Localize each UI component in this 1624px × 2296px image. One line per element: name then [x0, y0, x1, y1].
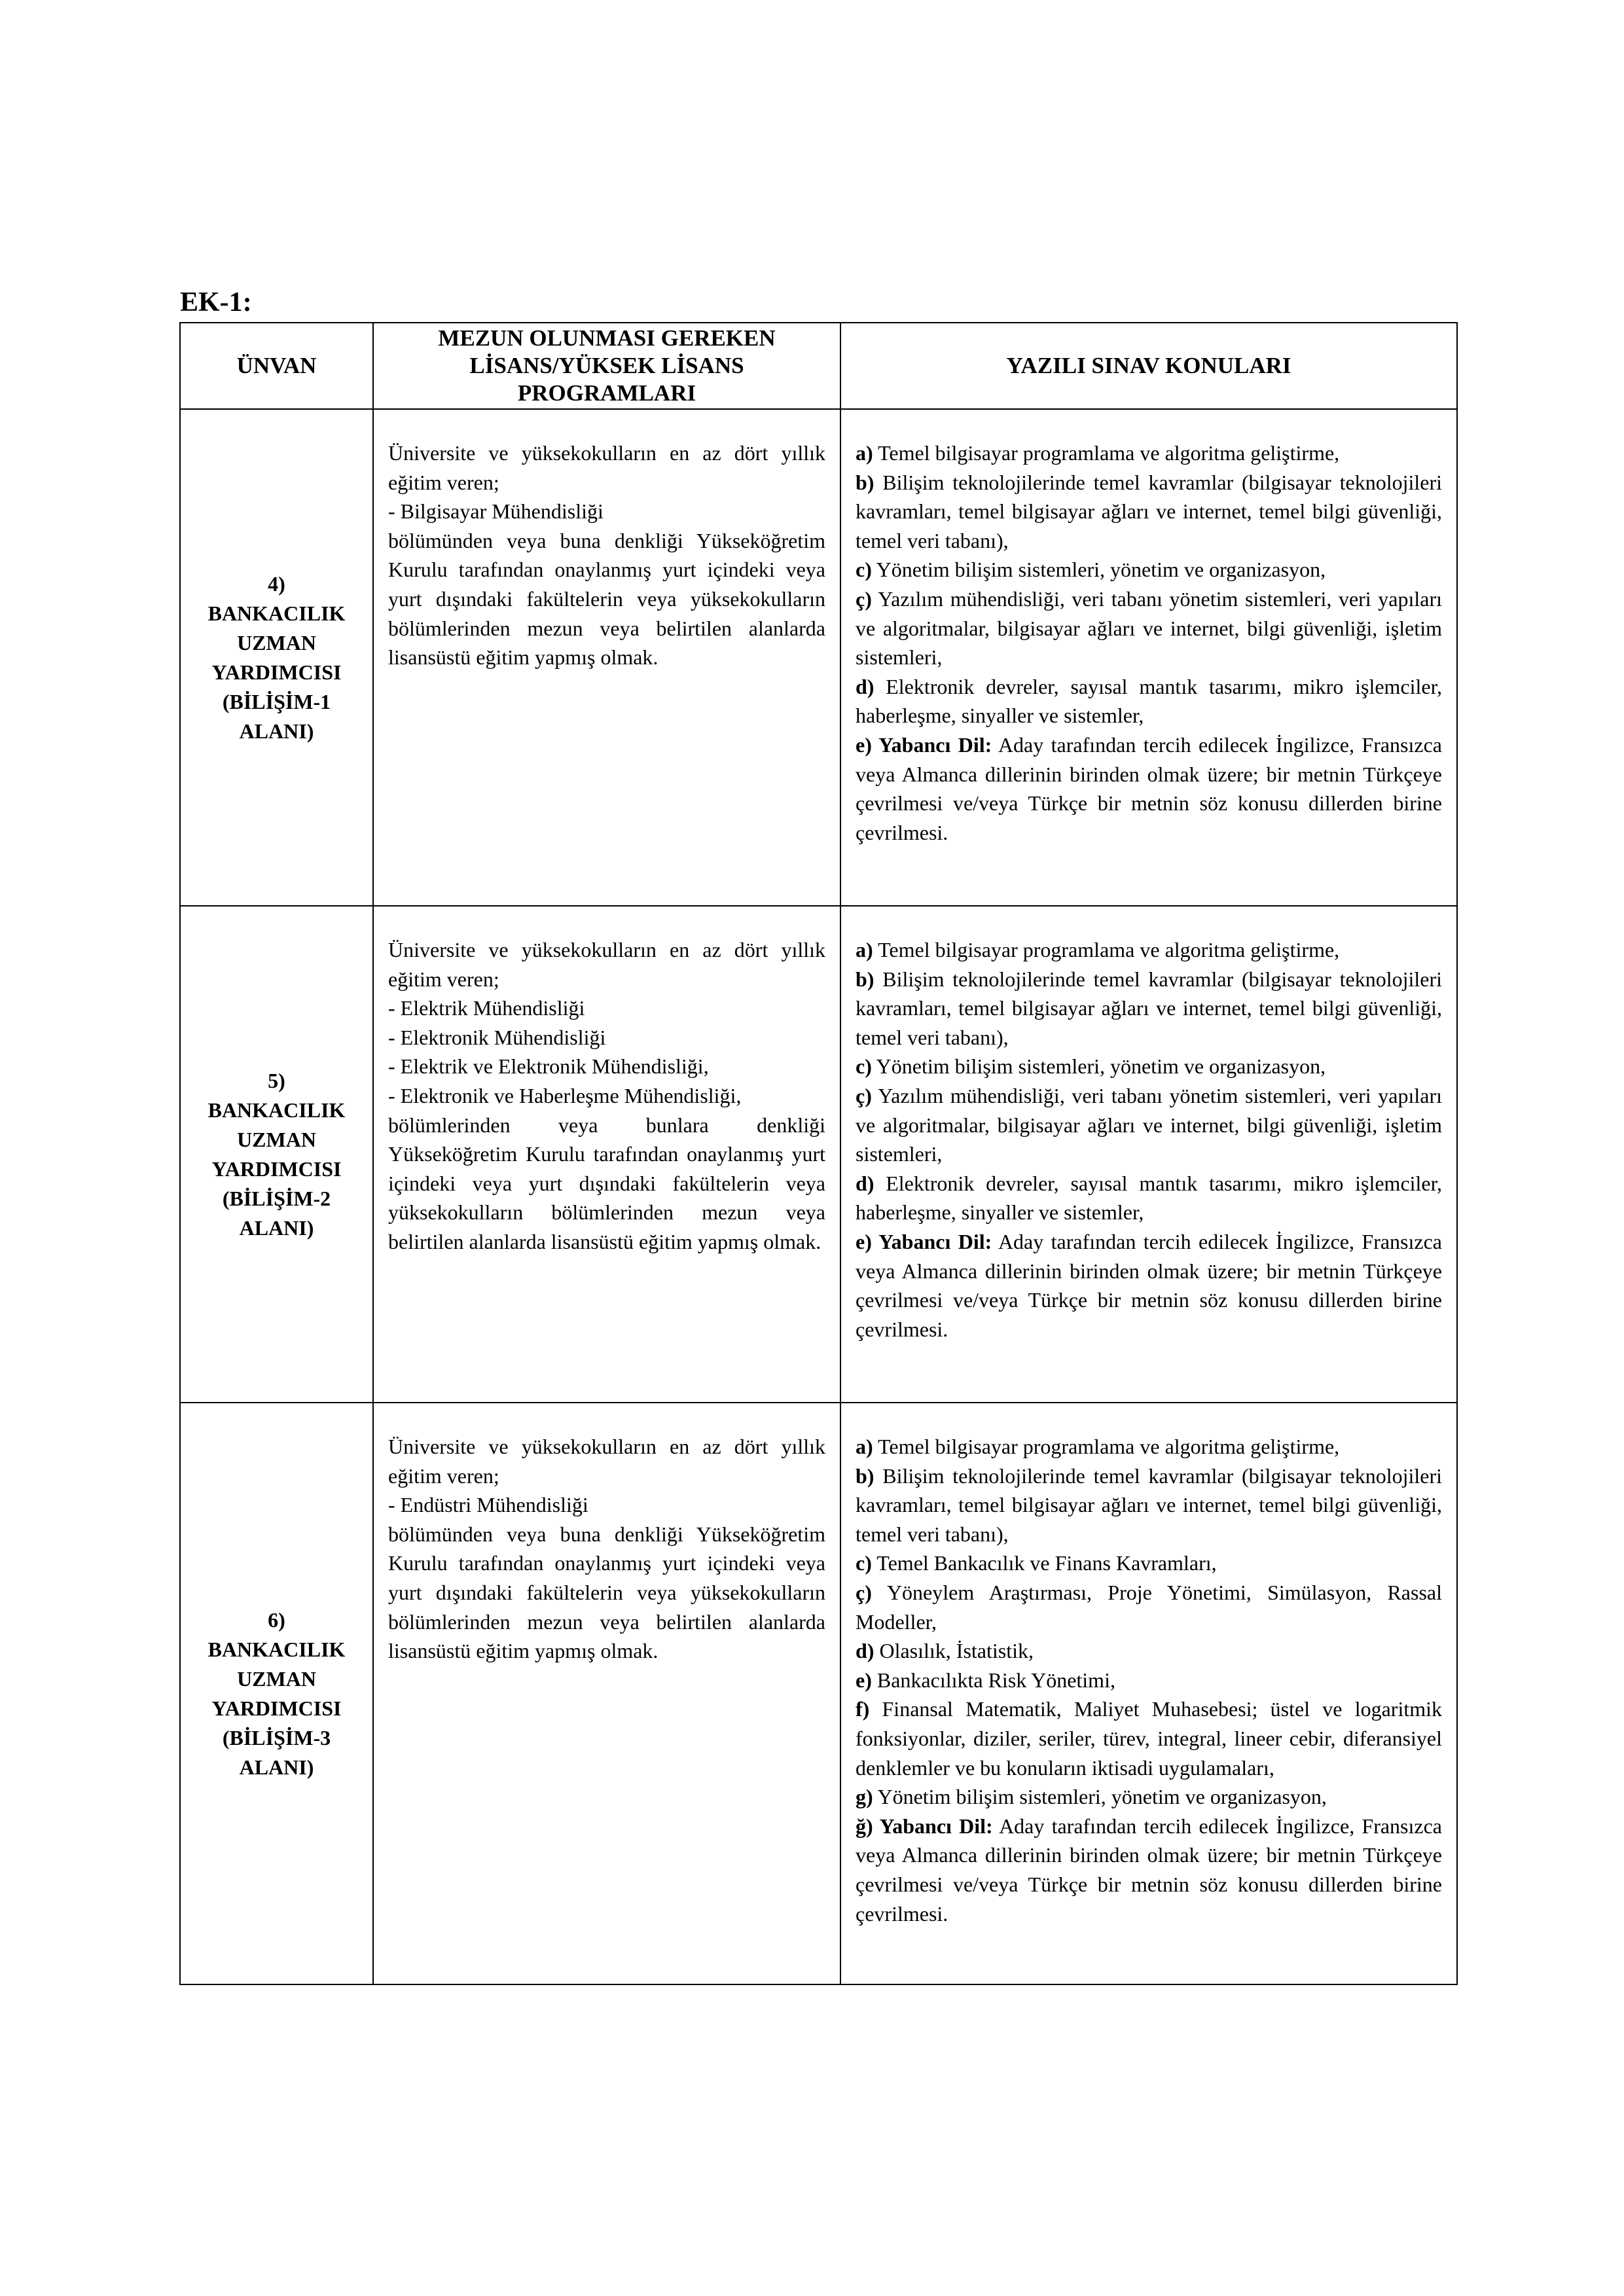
exam-topic: [856, 439, 1442, 468]
column-header-topics: YAZILI SINAV KONULARI: [840, 323, 1457, 409]
unvan-line: YARDIMCISI: [211, 1157, 342, 1181]
exam-topic-text: Yönetim bilişim sistemleri, yönetim ve organizasyon,: [871, 558, 1326, 582]
unvan-cell: [180, 409, 373, 906]
unvan-line: UZMAN: [237, 1666, 316, 1691]
required-program: - Elektrik ve Elektronik Mühendisliği,: [388, 1054, 709, 1079]
required-program: - Elektronik Mühendisliği: [388, 1025, 606, 1049]
unvan-cell: [180, 906, 373, 1403]
required-program: - Elektronik ve Haberleşme Mühendisliği,: [388, 1083, 742, 1107]
exam-topic-text: Olasılık, İstatistik,: [874, 1639, 1034, 1663]
unvan-line: ALANI): [239, 1215, 314, 1240]
exam-topic: [856, 1432, 1442, 1462]
exam-topic-label: b): [856, 967, 875, 991]
exam-topic-text: Yöneylem Araştırması, Proje Yönetimi, Simülasyon, Rassal Modeller,: [856, 1580, 1442, 1634]
unvan-line: 6): [268, 1607, 285, 1632]
exam-topic-text: Aday tarafından tercih edilecek İngilizce, Fransızca veya Almanca dillerinin birinden olmak üzere; bir metnin Türkçeye çevrilmesi ve/veya Türkçe bir metnin söz konusu dillerden birine çevrilmesi.: [856, 1229, 1443, 1341]
exam-topic-text: Yazılım mühendisliği, veri tabanı yönetim sistemleri, veri yapıları ve algoritmalar, bilgisayar ağları ve internet, bilgi güvenliği, işletim sistemleri,: [856, 1083, 1442, 1166]
exam-topic-label: d): [856, 1639, 875, 1663]
program-requirements-cell: [373, 1403, 840, 1984]
exam-topic: [856, 935, 1442, 965]
exam-topic-label: e): [856, 1668, 872, 1692]
exam-topic-text: Temel Bankacılık ve Finans Kavramları,: [871, 1551, 1217, 1575]
exam-topics-cell: [840, 906, 1457, 1403]
exam-topic-label: ç): [856, 1083, 872, 1107]
exam-topic-label: e) Yabancı Dil:: [856, 1229, 992, 1253]
required-program: - Endüstri Mühendisliği: [388, 1493, 588, 1517]
exam-topic-label: a): [856, 441, 873, 465]
column-header-programs-line: PROGRAMLARI: [517, 380, 696, 406]
unvan-line: (BİLİŞİM-3: [222, 1725, 331, 1749]
program-requirements-cell: [373, 906, 840, 1403]
exam-topic-text: Temel bilgisayar programlama ve algoritma geliştirme,: [873, 1435, 1340, 1458]
unvan-line: UZMAN: [237, 1127, 316, 1151]
exam-topic-label: a): [856, 1435, 873, 1458]
exam-topic-text: Aday tarafından tercih edilecek İngilizce, Fransızca veya Almanca dillerinin birinden olmak üzere; bir metnin Türkçeye çevrilmesi ve/veya Türkçe bir metnin söz konusu dillerden birine çevrilmesi.: [856, 732, 1443, 844]
exam-topic: [856, 468, 1442, 556]
unvan-line: (BİLİŞİM-1: [222, 689, 331, 713]
exam-topic-label: c): [856, 1054, 872, 1079]
exam-topic: [856, 1812, 1442, 1928]
table-header-row: [180, 323, 1457, 409]
exam-topic-text: Yönetim bilişim sistemleri, yönetim ve organizasyon,: [871, 1054, 1326, 1079]
program-requirements-cell: [373, 409, 840, 906]
column-header-programs-line: LİSANS/YÜKSEK LİSANS: [469, 353, 744, 378]
exam-topic-label: g): [856, 1785, 873, 1809]
exam-topics-cell: [840, 1403, 1457, 1984]
exam-topic-label: a): [856, 938, 873, 961]
requirements-table: [179, 322, 1458, 1985]
table-row: [180, 1403, 1457, 1984]
required-program: - Bilgisayar Mühendisliği: [388, 499, 604, 524]
column-header-unvan: ÜNVAN: [180, 323, 373, 409]
table-row: [180, 409, 1457, 906]
column-header-programs-line: MEZUN OLUNMASI GEREKEN: [438, 325, 776, 351]
unvan-line: BANKACILIK: [208, 601, 346, 625]
exam-topic: [856, 1227, 1442, 1344]
unvan-line: (BİLİŞİM-2: [222, 1186, 331, 1210]
exam-topic: [856, 672, 1442, 730]
exam-topic-label: ğ) Yabancı Dil:: [856, 1814, 993, 1838]
exam-topic-label: d): [856, 674, 875, 698]
exam-topic-label: ç): [856, 586, 872, 611]
exam-topic-label: b): [856, 1463, 875, 1488]
exam-topic: [856, 1462, 1442, 1549]
requirement-outro: bölümünden veya buna denkliği Yükseköğretim Kurulu tarafından onaylanmış yurt içindeki veya yurt dışındaki fakültelerin veya yüksekokulların bölümlerinden mezun veya belirtilen alanlarda lisansüstü eğitim yapmış olmak.: [388, 1522, 825, 1663]
unvan-cell: [180, 1403, 373, 1984]
unvan-line: UZMAN: [237, 630, 316, 655]
exam-topic-label: e) Yabancı Dil:: [856, 732, 992, 757]
unvan-line: ALANI): [239, 719, 314, 743]
exam-topic-text: Bankacılıkta Risk Yönetimi,: [871, 1668, 1115, 1692]
exam-topic-text: Elektronik devreler, sayısal mantık tasarımı, mikro işlemciler, haberleşme, sinyaller ve sistemler,: [856, 674, 1442, 728]
exam-topic: [856, 730, 1442, 847]
exam-topic: [856, 1695, 1442, 1782]
exam-topic: [856, 1578, 1442, 1636]
exam-topic-text: Elektronik devreler, sayısal mantık tasarımı, mikro işlemciler, haberleşme, sinyaller ve sistemler,: [856, 1171, 1442, 1225]
exam-topic-text: Bilişim teknolojilerinde temel kavramlar (bilgisayar teknolojileri kavramları, temel bilgisayar ağları ve internet, temel bilgi güvenliği, temel veri tabanı),: [856, 967, 1442, 1049]
requirement-intro: Üniversite ve yüksekokulların en az dört yıllık eğitim veren;: [388, 1435, 825, 1488]
unvan-line: 5): [268, 1068, 285, 1092]
page-heading: EK-1:: [180, 287, 252, 317]
unvan-line: YARDIMCISI: [211, 660, 342, 684]
exam-topic: [856, 1549, 1442, 1578]
exam-topic-text: Yazılım mühendisliği, veri tabanı yönetim sistemleri, veri yapıları ve algoritmalar, bilgisayar ağları ve internet, bilgi güvenliği, işletim sistemleri,: [856, 586, 1442, 670]
exam-topic: [856, 555, 1442, 584]
column-header-programs: [373, 323, 840, 409]
exam-topic-label: b): [856, 470, 875, 494]
exam-topic: [856, 965, 1442, 1052]
exam-topic: [856, 1081, 1442, 1169]
required-program: - Elektrik Mühendisliği: [388, 996, 585, 1020]
exam-topic: [856, 1052, 1442, 1081]
exam-topic-label: ç): [856, 1580, 872, 1604]
unvan-line: BANKACILIK: [208, 1637, 346, 1661]
exam-topic-text: Bilişim teknolojilerinde temel kavramlar (bilgisayar teknolojileri kavramları, temel bilgisayar ağları ve internet, temel bilgi güvenliği, temel veri tabanı),: [856, 470, 1442, 552]
exam-topic-text: Yönetim bilişim sistemleri, yönetim ve organizasyon,: [873, 1785, 1327, 1809]
requirement-intro: Üniversite ve yüksekokulların en az dört yıllık eğitim veren;: [388, 938, 825, 991]
unvan-line: ALANI): [239, 1755, 314, 1779]
exam-topic-text: Temel bilgisayar programlama ve algoritma geliştirme,: [873, 441, 1340, 465]
exam-topic-text: Temel bilgisayar programlama ve algoritma geliştirme,: [873, 938, 1340, 961]
exam-topic: [856, 1636, 1442, 1666]
requirement-outro: bölümünden veya buna denkliği Yükseköğretim Kurulu tarafından onaylanmış yurt içindeki veya yurt dışındaki fakültelerin veya yüksekokulların bölümlerinden mezun veya belirtilen alanlarda lisansüstü eğitim yapmış olmak.: [388, 528, 825, 670]
unvan-line: YARDIMCISI: [211, 1696, 342, 1720]
exam-topic-label: c): [856, 1551, 872, 1575]
exam-topic: [856, 1666, 1442, 1695]
unvan-line: 4): [268, 571, 285, 596]
exam-topic-label: d): [856, 1171, 875, 1195]
exam-topic-text: Aday tarafından tercih edilecek İngilizce, Fransızca veya Almanca dillerinin birinden olmak üzere; bir metnin Türkçeye çevrilmesi ve/veya Türkçe bir metnin söz konusu dillerden birine çevrilmesi.: [856, 1814, 1442, 1926]
exam-topic-text: Finansal Matematik, Maliyet Muhasebesi; üstel ve logaritmik fonksiyonlar, diziler, seriler, türev, integral, lineer cebir, diferansiyel denklemler ve bu konuların iktisadi uygulamaları,: [856, 1697, 1442, 1780]
requirement-outro: bölümlerinden veya bunlara denkliği Yükseköğretim Kurulu tarafından onaylanmış yurt içindeki veya yurt dışındaki fakültelerin veya yüksekokulların bölümlerinden mezun veya belirtilen alanlarda lisansüstü eğitim yapmış olmak.: [388, 1113, 825, 1253]
exam-topic-text: Bilişim teknolojilerinde temel kavramlar (bilgisayar teknolojileri kavramları, temel bilgisayar ağları ve internet, temel bilgi güvenliği, temel veri tabanı),: [856, 1463, 1442, 1546]
exam-topic-label: c): [856, 558, 872, 582]
exam-topic: [856, 1782, 1442, 1812]
table-row: [180, 906, 1457, 1403]
exam-topic: [856, 584, 1442, 672]
requirement-intro: Üniversite ve yüksekokulların en az dört yıllık eğitim veren;: [388, 441, 825, 494]
unvan-line: BANKACILIK: [208, 1098, 346, 1122]
exam-topic: [856, 1169, 1442, 1227]
exam-topics-cell: [840, 409, 1457, 906]
exam-topic-label: f): [856, 1697, 870, 1721]
